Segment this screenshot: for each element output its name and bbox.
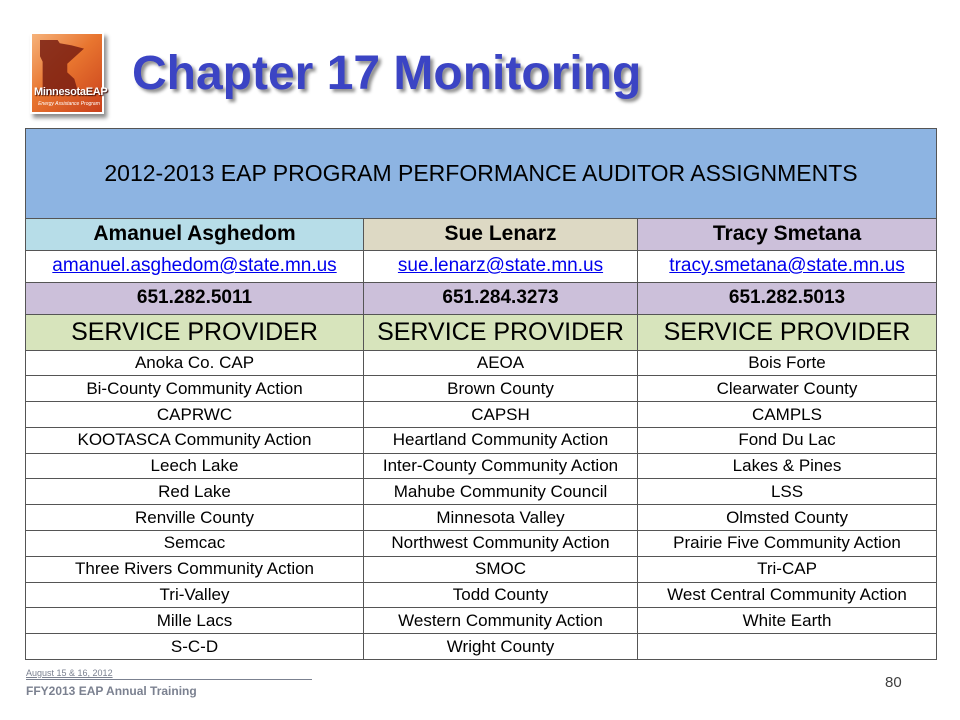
service-provider-cell: CAMPLS — [638, 402, 937, 428]
service-provider-cell — [638, 634, 937, 660]
table-row — [26, 582, 937, 608]
column-header: SERVICE PROVIDER — [364, 314, 638, 350]
service-provider-cell: West Central Community Action — [638, 582, 937, 608]
auditor-name: Amanuel Asghedom — [26, 218, 364, 250]
table-title-row — [26, 129, 937, 219]
auditor-phone: 651.284.3273 — [364, 282, 638, 314]
auditor-assignments-table — [25, 128, 937, 660]
service-provider-cell: KOOTASCA Community Action — [26, 427, 364, 453]
service-provider-cell: Minnesota Valley — [364, 505, 638, 531]
service-provider-cell: SMOC — [364, 556, 638, 582]
logo-subtext: Energy Assistance Program — [38, 101, 100, 107]
service-provider-cell: Olmsted County — [638, 505, 937, 531]
service-provider-cell: White Earth — [638, 608, 937, 634]
service-provider-cell: Brown County — [364, 376, 638, 402]
service-provider-cell: Northwest Community Action — [364, 530, 638, 556]
service-provider-header-row — [26, 314, 937, 350]
service-provider-cell: Tri-Valley — [26, 582, 364, 608]
service-provider-cell: Heartland Community Action — [364, 427, 638, 453]
service-provider-cell: AEOA — [364, 350, 638, 376]
service-provider-cell: Lakes & Pines — [638, 453, 937, 479]
auditor-email-cell — [26, 250, 364, 282]
auditor-email-link[interactable]: sue.lenarz@state.mn.us — [397, 255, 604, 277]
service-provider-cell: Tri-CAP — [638, 556, 937, 582]
auditor-email-cell — [638, 250, 937, 282]
service-provider-cell: CAPSH — [364, 402, 638, 428]
auditor-name-row — [26, 218, 937, 250]
table-row — [26, 530, 937, 556]
service-provider-cell: Prairie Five Community Action — [638, 530, 937, 556]
service-provider-cell: Western Community Action — [364, 608, 638, 634]
service-provider-cell: Mahube Community Council — [364, 479, 638, 505]
auditor-phone: 651.282.5011 — [26, 282, 364, 314]
auditor-name: Sue Lenarz — [364, 218, 638, 250]
column-header: SERVICE PROVIDER — [26, 314, 364, 350]
footer-training-title: FFY2013 EAP Annual Training — [26, 684, 197, 698]
service-provider-cell: Todd County — [364, 582, 638, 608]
service-provider-cell: Semcac — [26, 530, 364, 556]
table-row — [26, 556, 937, 582]
auditor-phone-row — [26, 282, 937, 314]
auditor-email-row — [26, 250, 937, 282]
service-provider-cell: Leech Lake — [26, 453, 364, 479]
service-provider-cell: Bi-County Community Action — [26, 376, 364, 402]
service-provider-cell: Anoka Co. CAP — [26, 350, 364, 376]
table-row — [26, 376, 937, 402]
table-title: 2012-2013 EAP PROGRAM PERFORMANCE AUDITOR ASSIGNMENTS — [26, 129, 937, 219]
table-row — [26, 608, 937, 634]
service-provider-cell: Wright County — [364, 634, 638, 660]
table-row — [26, 350, 937, 376]
service-provider-cell: Mille Lacs — [26, 608, 364, 634]
auditor-email-link[interactable]: tracy.smetana@state.mn.us — [669, 255, 905, 277]
service-provider-cell: Renville County — [26, 505, 364, 531]
page-number: 80 — [885, 674, 902, 691]
table-row — [26, 453, 937, 479]
column-header: SERVICE PROVIDER — [638, 314, 937, 350]
service-provider-cell: Inter-County Community Action — [364, 453, 638, 479]
logo-text: MinnesotaEAP — [34, 86, 108, 98]
slide-title: Chapter 17 Monitoring — [132, 47, 642, 100]
table-row — [26, 479, 937, 505]
service-provider-cell: Red Lake — [26, 479, 364, 505]
auditor-name: Tracy Smetana — [638, 218, 937, 250]
service-provider-cell: S-C-D — [26, 634, 364, 660]
table-row — [26, 505, 937, 531]
auditor-email-link[interactable]: amanuel.asghedom@state.mn.us — [52, 255, 337, 277]
auditor-email-cell — [364, 250, 638, 282]
service-provider-cell: CAPRWC — [26, 402, 364, 428]
minnesota-eap-logo — [30, 32, 108, 114]
table-row — [26, 402, 937, 428]
service-provider-cell: Three Rivers Community Action — [26, 556, 364, 582]
table-row — [26, 634, 937, 660]
service-provider-cell: Bois Forte — [638, 350, 937, 376]
auditor-phone: 651.282.5013 — [638, 282, 937, 314]
service-provider-cell: Fond Du Lac — [638, 427, 937, 453]
footer-date: August 15 & 16, 2012 — [26, 668, 312, 680]
table-row — [26, 427, 937, 453]
service-provider-cell: LSS — [638, 479, 937, 505]
service-provider-cell: Clearwater County — [638, 376, 937, 402]
